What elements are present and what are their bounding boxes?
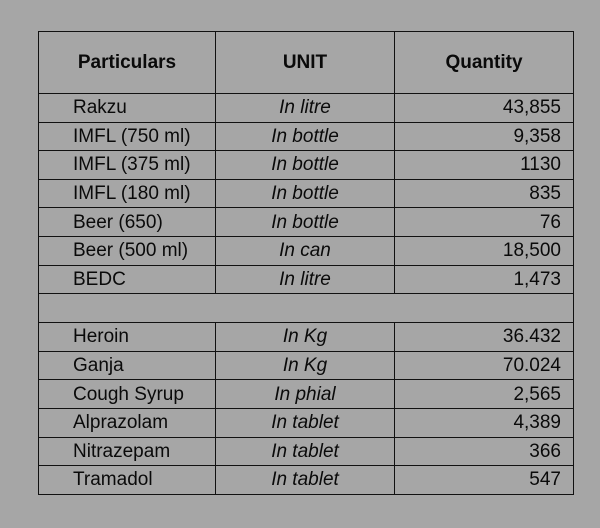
cell-unit: In bottle bbox=[216, 208, 395, 237]
cell-particulars: Heroin bbox=[39, 323, 216, 352]
table-row bbox=[39, 179, 574, 208]
table-row bbox=[39, 408, 574, 437]
seizure-table bbox=[38, 31, 574, 495]
table-row bbox=[39, 323, 574, 352]
header-row bbox=[39, 32, 574, 94]
table-row bbox=[39, 208, 574, 237]
seizure-table-sheet bbox=[38, 31, 573, 504]
cell-particulars: Beer (500 ml) bbox=[39, 236, 216, 265]
cell-quantity: 366 bbox=[395, 437, 574, 466]
cell-unit: In tablet bbox=[216, 408, 395, 437]
table-row bbox=[39, 151, 574, 180]
cell-particulars: Beer (650) bbox=[39, 208, 216, 237]
header-quantity: Quantity bbox=[395, 32, 574, 94]
cell-particulars: Nitrazepam bbox=[39, 437, 216, 466]
cell-quantity: 9,358 bbox=[395, 122, 574, 151]
table-row bbox=[39, 380, 574, 409]
table-row bbox=[39, 351, 574, 380]
header-particulars: Particulars bbox=[39, 32, 216, 94]
cell-particulars: IMFL (375 ml) bbox=[39, 151, 216, 180]
cell-unit: In tablet bbox=[216, 437, 395, 466]
cell-quantity: 835 bbox=[395, 179, 574, 208]
cell-particulars: Alprazolam bbox=[39, 408, 216, 437]
table-row bbox=[39, 437, 574, 466]
cell-particulars: Cough Syrup bbox=[39, 380, 216, 409]
cell-quantity: 2,565 bbox=[395, 380, 574, 409]
cell-unit: In tablet bbox=[216, 466, 395, 495]
table-row bbox=[39, 122, 574, 151]
table-row bbox=[39, 94, 574, 123]
cell-quantity: 4,389 bbox=[395, 408, 574, 437]
cell-unit: In litre bbox=[216, 265, 395, 294]
cell-quantity: 43,855 bbox=[395, 94, 574, 123]
cell-unit: In bottle bbox=[216, 179, 395, 208]
cell-unit: In litre bbox=[216, 94, 395, 123]
cell-particulars: IMFL (750 ml) bbox=[39, 122, 216, 151]
cell-quantity: 547 bbox=[395, 466, 574, 495]
table-row bbox=[39, 466, 574, 495]
cell-particulars: Rakzu bbox=[39, 94, 216, 123]
cell-quantity: 1130 bbox=[395, 151, 574, 180]
cell-unit: In can bbox=[216, 236, 395, 265]
table-row bbox=[39, 236, 574, 265]
cell-particulars: IMFL (180 ml) bbox=[39, 179, 216, 208]
spacer-cell bbox=[39, 294, 574, 323]
cell-particulars: Tramadol bbox=[39, 466, 216, 495]
cell-quantity: 18,500 bbox=[395, 236, 574, 265]
cell-unit: In phial bbox=[216, 380, 395, 409]
cell-unit: In Kg bbox=[216, 323, 395, 352]
cell-unit: In bottle bbox=[216, 122, 395, 151]
cell-unit: In bottle bbox=[216, 151, 395, 180]
spacer-row bbox=[39, 294, 574, 323]
cell-particulars: BEDC bbox=[39, 265, 216, 294]
cell-quantity: 70.024 bbox=[395, 351, 574, 380]
table-body bbox=[39, 94, 574, 495]
cell-particulars: Ganja bbox=[39, 351, 216, 380]
cell-quantity: 76 bbox=[395, 208, 574, 237]
cell-quantity: 1,473 bbox=[395, 265, 574, 294]
cell-unit: In Kg bbox=[216, 351, 395, 380]
header-unit: UNIT bbox=[216, 32, 395, 94]
table-row bbox=[39, 265, 574, 294]
cell-quantity: 36.432 bbox=[395, 323, 574, 352]
